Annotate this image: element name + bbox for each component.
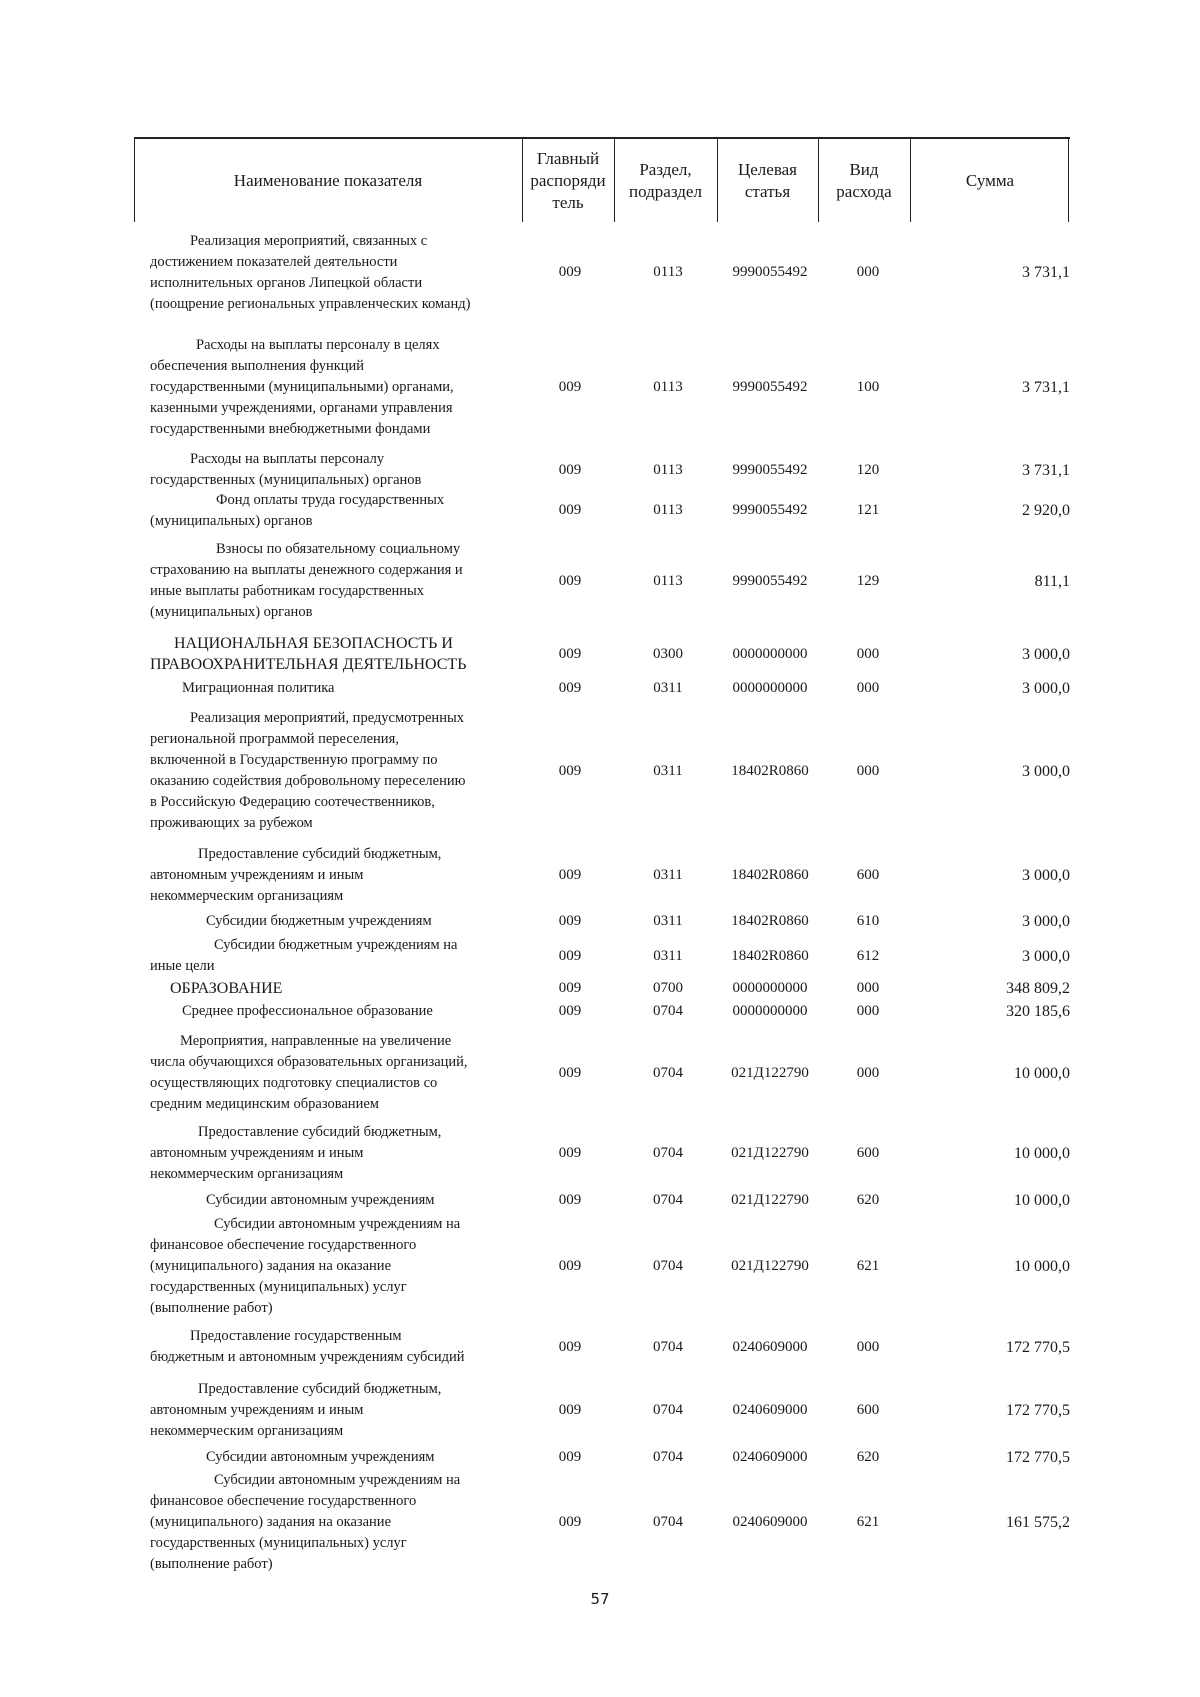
razdel-podrazdel: 0704 (653, 1144, 683, 1161)
razdel-podrazdel: 0311 (653, 947, 683, 964)
celevaya-statya: 0240609000 (732, 1448, 808, 1465)
celevaya-statya: 021Д122790 (731, 1064, 809, 1081)
row-name (150, 331, 520, 443)
vid-rashoda: 612 (856, 947, 880, 964)
header-summa: Сумма (910, 137, 1070, 222)
row-name (150, 448, 520, 492)
header-glavny: Главный распоряди тель (522, 137, 614, 222)
celevaya-statya: 021Д122790 (731, 1257, 809, 1274)
row-name-line: Среднее профессиональное образование (182, 1002, 433, 1019)
row-name (150, 934, 520, 978)
summa: 3 000,0 (1022, 947, 1070, 965)
glavny-rasporyaditel: 009 (558, 866, 582, 883)
table-row (0, 676, 1200, 700)
table-row (0, 934, 1200, 978)
summa: 2 920,0 (1022, 501, 1070, 519)
razdel-podrazdel: 0311 (653, 679, 683, 696)
table-row (0, 843, 1200, 907)
row-name-line: Предоставление субсидий бюджетным, (198, 1123, 442, 1140)
row-name-line: (выполнение работ) (150, 1555, 273, 1572)
row-name (150, 1121, 520, 1185)
row-name (150, 632, 520, 676)
table-row (0, 331, 1200, 443)
row-name-line: финансовое обеспечение государственного (150, 1236, 417, 1253)
vid-rashoda: 600 (856, 1144, 880, 1161)
table-row (0, 1121, 1200, 1185)
vid-rashoda: 000 (856, 979, 880, 996)
celevaya-statya: 18402R0860 (731, 866, 809, 883)
row-name-line: некоммерческим организациям (150, 887, 344, 904)
row-name-line: осуществляющих подготовку специалистов со (150, 1075, 438, 1091)
razdel-podrazdel: 0704 (653, 1338, 683, 1355)
header-border (522, 137, 523, 222)
glavny-rasporyaditel: 009 (558, 1144, 582, 1161)
summa: 3 731,1 (1022, 264, 1070, 281)
header-border (818, 137, 819, 222)
table-row (0, 976, 1200, 1000)
celevaya-statya: 9990055492 (732, 264, 808, 280)
row-name (150, 490, 520, 530)
razdel-podrazdel: 0704 (653, 1002, 683, 1019)
celevaya-statya: 0000000000 (732, 979, 808, 996)
glavny-rasporyaditel: 009 (558, 1513, 582, 1530)
vid-rashoda: 600 (856, 866, 880, 883)
summa: 161 575,2 (1006, 1513, 1070, 1531)
row-name-line: включенной в Государственную программу по (150, 752, 438, 768)
row-name (150, 908, 520, 934)
celevaya-statya: 18402R0860 (731, 912, 809, 929)
row-name (150, 843, 520, 907)
row-name-line: государственных (муниципальных) органов (150, 472, 422, 488)
row-name-line: средним медицинским образованием (150, 1096, 379, 1112)
glavny-rasporyaditel: 009 (558, 679, 582, 696)
glavny-rasporyaditel: 009 (558, 264, 582, 280)
summa: 10 000,0 (1014, 1257, 1070, 1275)
row-name (150, 1378, 520, 1442)
celevaya-statya: 0240609000 (732, 1338, 808, 1355)
header-border (1068, 137, 1069, 222)
row-name-line: финансовое обеспечение государственного (150, 1492, 417, 1509)
row-name-line: Расходы на выплаты персоналу (190, 451, 385, 467)
razdel-podrazdel: 0704 (653, 1191, 683, 1208)
row-name-line: Мероприятия, направленные на увеличение (180, 1033, 452, 1049)
row-name-line: некоммерческим организациям (150, 1165, 344, 1182)
glavny-rasporyaditel: 009 (558, 947, 582, 964)
row-name-line: (муниципальных) органов (150, 513, 313, 529)
row-name-line: Субсидии автономным учреждениям на (214, 1471, 461, 1488)
row-name-line: Субсидии бюджетным учреждениям (206, 912, 432, 929)
row-name-line: исполнительных органов Липецкой области (150, 274, 423, 291)
row-name-line: оказанию содействия добровольному переселению (150, 773, 466, 789)
row-name-line: государственных (муниципальных) услуг (150, 1278, 407, 1295)
row-name-line: Субсидии автономным учреждениям (206, 1191, 435, 1208)
row-name-line: достижением показателей деятельности (150, 253, 398, 270)
row-name-line: некоммерческим организациям (150, 1422, 344, 1439)
razdel-podrazdel: 0311 (653, 912, 683, 929)
header-vid: Вид расхода (818, 137, 910, 222)
glavny-rasporyaditel: 009 (558, 501, 582, 518)
summa: 811,1 (1034, 572, 1070, 590)
row-name (150, 538, 520, 624)
razdel-podrazdel: 0113 (653, 501, 683, 518)
row-name-line: Взносы по обязательному социальному (216, 541, 461, 557)
vid-rashoda: 600 (856, 1401, 880, 1418)
razdel-podrazdel: 0704 (653, 1064, 683, 1081)
glavny-rasporyaditel: 009 (558, 912, 582, 929)
page-number: 57 (590, 1590, 610, 1608)
celevaya-statya: 9990055492 (732, 461, 808, 478)
vid-rashoda: 100 (856, 378, 880, 395)
row-name-line: Субсидии бюджетным учреждениям на (214, 937, 458, 953)
razdel-podrazdel: 0113 (653, 461, 683, 478)
row-name-line: (выполнение работ) (150, 1299, 273, 1316)
table-row (0, 230, 1200, 315)
summa: 3 000,0 (1022, 762, 1070, 780)
header-border (910, 137, 911, 222)
celevaya-statya: 18402R0860 (731, 762, 809, 779)
celevaya-statya: 9990055492 (732, 378, 808, 395)
summa: 10 000,0 (1014, 1191, 1070, 1209)
row-name-line: Миграционная политика (182, 679, 335, 696)
row-name (150, 999, 520, 1023)
row-name-line: Реализация мероприятий, предусмотренных (190, 710, 464, 726)
row-name-line: Предоставление субсидий бюджетным, (198, 845, 442, 862)
row-name-line: числа обучающихся образовательных организаций, (150, 1054, 468, 1070)
row-name-line: Предоставление субсидий бюджетным, (198, 1380, 442, 1397)
summa: 172 770,5 (1006, 1401, 1070, 1419)
vid-rashoda: 620 (856, 1448, 880, 1465)
row-name-line: (муниципального) задания на оказание (150, 1257, 392, 1274)
vid-rashoda: 000 (856, 264, 880, 280)
celevaya-statya: 021Д122790 (731, 1144, 809, 1161)
glavny-rasporyaditel: 009 (558, 1257, 582, 1274)
table-row (0, 706, 1200, 836)
row-name-line: Фонд оплаты труда государственных (216, 492, 445, 508)
celevaya-statya: 9990055492 (732, 572, 808, 589)
row-name-line: ПРАВООХРАНИТЕЛЬНАЯ ДЕЯТЕЛЬНОСТЬ (150, 656, 467, 673)
table-row (0, 632, 1200, 676)
row-name-line: государственными (муниципальными) органами, (150, 378, 454, 395)
glavny-rasporyaditel: 009 (558, 378, 582, 395)
razdel-podrazdel: 0113 (653, 572, 683, 589)
header-celevaya: Целевая статья (717, 137, 818, 222)
row-name (150, 1030, 520, 1116)
table-row (0, 490, 1200, 530)
row-name-line: Предоставление государственным (190, 1328, 402, 1344)
glavny-rasporyaditel: 009 (558, 461, 582, 478)
razdel-podrazdel: 0700 (653, 979, 683, 996)
celevaya-statya: 0240609000 (732, 1401, 808, 1418)
row-name-line: в Российскую Федерацию соотечественников, (150, 794, 435, 810)
table-row (0, 999, 1200, 1023)
header-razdel: Раздел, подраздел (614, 137, 717, 222)
celevaya-statya: 0000000000 (732, 645, 808, 662)
celevaya-statya: 18402R0860 (731, 947, 809, 964)
row-name (150, 1467, 520, 1577)
row-name (150, 676, 520, 700)
vid-rashoda: 121 (856, 501, 880, 518)
summa: 172 770,5 (1006, 1448, 1070, 1466)
row-name (150, 230, 520, 315)
row-name-line: страхованию на выплаты денежного содержания и (150, 562, 463, 578)
celevaya-statya: 021Д122790 (731, 1191, 809, 1208)
vid-rashoda: 129 (856, 572, 880, 589)
vid-rashoda: 000 (856, 679, 880, 696)
summa: 3 000,0 (1022, 912, 1070, 930)
razdel-podrazdel: 0113 (653, 264, 683, 280)
row-name-line: иные цели (150, 958, 215, 974)
vid-rashoda: 000 (856, 762, 880, 779)
row-name (150, 1210, 520, 1322)
row-name-line: обеспечения выполнения функций (150, 357, 365, 374)
summa: 3 000,0 (1022, 679, 1070, 697)
glavny-rasporyaditel: 009 (558, 572, 582, 589)
razdel-podrazdel: 0704 (653, 1401, 683, 1418)
razdel-podrazdel: 0704 (653, 1448, 683, 1465)
glavny-rasporyaditel: 009 (558, 1401, 582, 1418)
row-name-line: Расходы на выплаты персоналу в целях (196, 336, 440, 353)
row-name-line: Субсидии автономным учреждениям (206, 1448, 435, 1465)
vid-rashoda: 621 (856, 1257, 880, 1274)
vid-rashoda: 620 (856, 1191, 880, 1208)
row-name-line: ОБРАЗОВАНИЕ (170, 979, 283, 997)
row-name-line: государственных (муниципальных) услуг (150, 1534, 407, 1551)
row-name-line: иные выплаты работникам государственных (150, 583, 425, 599)
table-row (0, 1030, 1200, 1116)
row-name-line: (поощрение региональных управленческих команд) (150, 295, 471, 312)
razdel-podrazdel: 0311 (653, 762, 683, 779)
vid-rashoda: 610 (856, 912, 880, 929)
glavny-rasporyaditel: 009 (558, 1002, 582, 1019)
glavny-rasporyaditel: 009 (558, 762, 582, 779)
table-row (0, 448, 1200, 492)
summa: 320 185,6 (1006, 1002, 1070, 1020)
glavny-rasporyaditel: 009 (558, 1064, 582, 1081)
row-name-line: автономным учреждениям и иным (150, 1144, 364, 1161)
row-name-line: (муниципальных) органов (150, 604, 313, 620)
row-name (150, 976, 520, 1000)
row-name-line: Реализация мероприятий, связанных с (190, 232, 428, 249)
razdel-podrazdel: 0300 (653, 645, 683, 662)
row-name-line: проживающих за рубежом (150, 815, 313, 831)
glavny-rasporyaditel: 009 (558, 1191, 582, 1208)
row-name-line: бюджетным и автономным учреждениям субсидий (150, 1349, 465, 1365)
celevaya-statya: 0000000000 (732, 679, 808, 696)
glavny-rasporyaditel: 009 (558, 1338, 582, 1355)
table-row (0, 1467, 1200, 1577)
table-row (0, 1210, 1200, 1322)
header-border (717, 137, 718, 222)
celevaya-statya: 9990055492 (732, 501, 808, 518)
celevaya-statya: 0000000000 (732, 1002, 808, 1019)
table-row (0, 908, 1200, 934)
row-name (150, 1325, 520, 1369)
summa: 10 000,0 (1014, 1064, 1070, 1082)
row-name-line: Субсидии автономным учреждениям на (214, 1215, 461, 1232)
razdel-podrazdel: 0704 (653, 1513, 683, 1530)
row-name-line: автономным учреждениям и иным (150, 1401, 364, 1418)
summa: 172 770,5 (1006, 1338, 1070, 1356)
vid-rashoda: 000 (856, 1002, 880, 1019)
row-name-line: (муниципального) задания на оказание (150, 1513, 392, 1530)
row-name (150, 706, 520, 836)
vid-rashoda: 000 (856, 1064, 880, 1081)
vid-rashoda: 120 (856, 461, 880, 478)
vid-rashoda: 000 (856, 645, 880, 662)
razdel-podrazdel: 0113 (653, 378, 683, 395)
summa: 3 000,0 (1022, 866, 1070, 884)
row-name-line: государственными внебюджетными фондами (150, 420, 431, 437)
glavny-rasporyaditel: 009 (558, 979, 582, 996)
summa: 3 731,1 (1022, 461, 1070, 479)
row-name-line: региональной программой переселения, (150, 731, 399, 747)
celevaya-statya: 0240609000 (732, 1513, 808, 1530)
header-border (134, 137, 135, 222)
glavny-rasporyaditel: 009 (558, 1448, 582, 1465)
header-border (614, 137, 615, 222)
row-name-line: НАЦИОНАЛЬНАЯ БЕЗОПАСНОСТЬ И (174, 635, 453, 652)
summa: 3 000,0 (1022, 645, 1070, 663)
row-name-line: автономным учреждениям и иным (150, 866, 364, 883)
razdel-podrazdel: 0311 (653, 866, 683, 883)
table-row (0, 1378, 1200, 1442)
summa: 10 000,0 (1014, 1144, 1070, 1162)
summa: 348 809,2 (1006, 979, 1070, 997)
table-row (0, 1325, 1200, 1369)
vid-rashoda: 621 (856, 1513, 880, 1530)
vid-rashoda: 000 (856, 1338, 880, 1355)
summa: 3 731,1 (1022, 378, 1070, 396)
header-name: Наименование показателя (134, 137, 522, 222)
table-row (0, 538, 1200, 624)
row-name-line: казенными учреждениями, органами управления (150, 399, 453, 416)
glavny-rasporyaditel: 009 (558, 645, 582, 662)
razdel-podrazdel: 0704 (653, 1257, 683, 1274)
